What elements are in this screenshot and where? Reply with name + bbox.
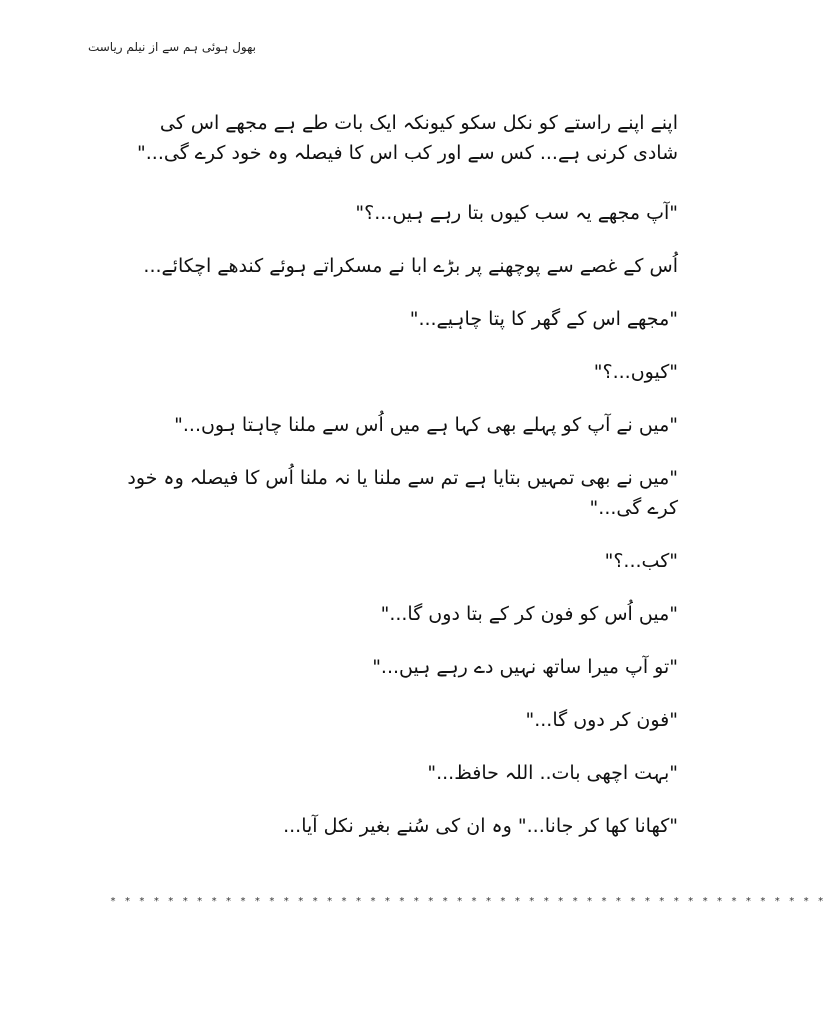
paragraph-10: "تو آپ میرا ساتھ نہیں دے رہے ہیں..." — [372, 656, 678, 678]
section-divider: * * * * * * * * * * * * * * * * * * * * * * * * * * * * * * * * * * * * * * * * * * * * * * * * * * — [110, 896, 825, 907]
paragraph-3: اُس کے غصے سے پوچھنے پر بڑے ابا نے مسکراتے ہوئے کندھے اچکائے... — [143, 255, 678, 277]
paragraph-4: "مجھے اس کے گھر کا پتا چاہیے..." — [409, 308, 678, 330]
paragraph-5: "کیوں...؟" — [593, 361, 678, 383]
paragraph-9: "میں اُس کو فون کر کے بتا دوں گا..." — [380, 603, 678, 625]
story-text — [118, 108, 678, 864]
paragraph-7: "میں نے بھی تمہیں بتایا ہے تم سے ملنا یا نہ ملنا اُس کا فیصلہ وہ خود کرے گی..." — [127, 467, 678, 519]
paragraph-8: "کب...؟" — [604, 550, 678, 572]
paragraph-1: اپنے اپنے راستے کو نکل سکو کیونکہ ایک بات طے ہے مجھے اس کی شادی کرنی ہے... کس سے اور کب اس کا فیصلہ وہ خود کرے گی..." — [137, 112, 678, 164]
paragraph-11: "فون کر دوں گا..." — [525, 709, 678, 731]
paragraph-12: "بہت اچھی بات.. اللہ حافظ..." — [427, 762, 678, 784]
paragraph-2: "آپ مجھے یہ سب کیوں بتا رہے ہیں...؟" — [355, 202, 678, 224]
paragraph-13: "کھانا کھا کر جانا..." وہ ان کی سُنے بغیر نکل آیا... — [283, 815, 678, 837]
paragraph-6: "میں نے آپ کو پہلے بھی کہا ہے میں اُس سے ملنا چاہتا ہوں..." — [174, 414, 678, 436]
running-header: بھول ہوئی ہم سے از نیلم ریاست — [87, 40, 256, 54]
